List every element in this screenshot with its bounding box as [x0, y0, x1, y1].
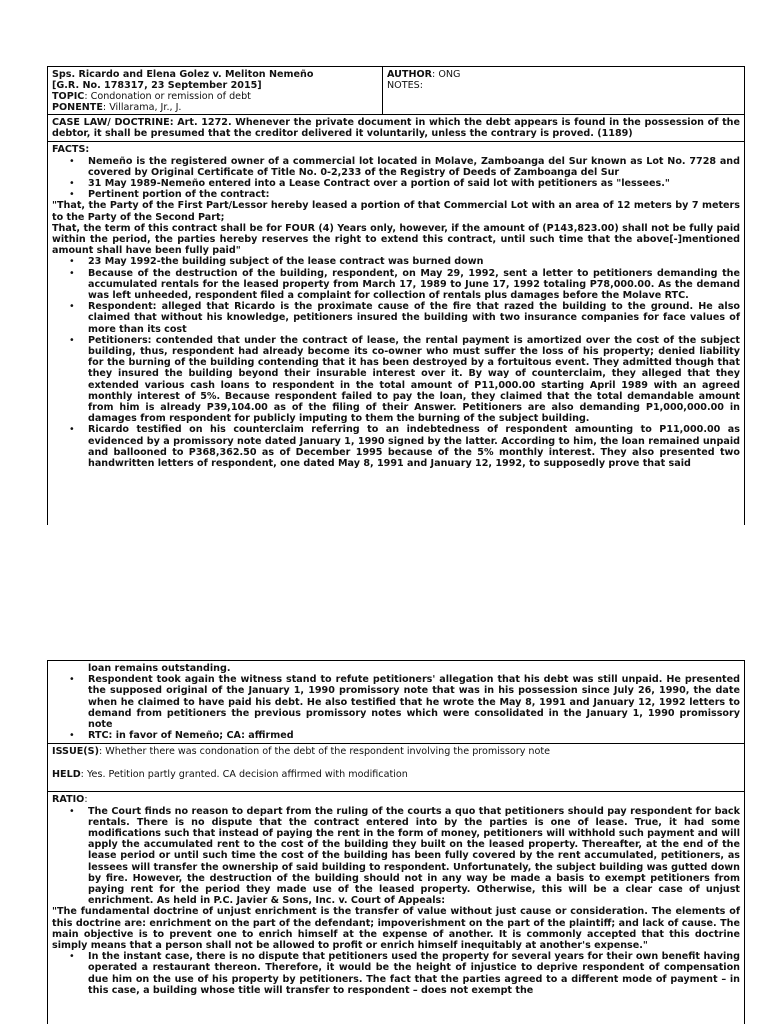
author-value: : ONG: [432, 69, 461, 80]
ratio-heading: [52, 794, 740, 805]
case-digest-table-continued: [47, 660, 745, 1024]
ponente-line: [52, 102, 378, 113]
unjust-enrichment-quote: "The fundamental doctrine of unjust enrichment is the transfer of value without just cause or consideration. The elements of this doctrine are: enrichment on the part of the defendant; impoverishment on the part of the plaintiff; and lack of cause. The main objective is to prevent one to enrich himself at the expense of another. It is commonly accepted that this doctrine simply means that a person shall not be allowed to profit or enrich himself inequitably at another's expense.": [52, 906, 740, 952]
facts-list-c: [52, 674, 740, 741]
case-digest-table: [47, 66, 745, 525]
topic-value: : Condonation or remission of debt: [84, 91, 251, 102]
header-row: [48, 67, 744, 115]
author-cell: [383, 67, 744, 114]
ponente-label: PONENTE: [52, 102, 103, 113]
held-label: HELD: [52, 768, 81, 780]
list-item: • RTC: in favor of Nemeño; CA: affirmed: [88, 730, 740, 741]
gr-number: [G.R. No. 178317, 23 September 2015]: [52, 80, 262, 91]
contract-quote-2: That, the term of this contract shall be for FOUR (4) Years only, however, if the amount of (P143,823.00) shall not be fully paid within the period, the parties hereby reserves the right to extend this contract, until such time that the above[-]mentioned amount shall have been fully paid": [52, 222, 740, 257]
author-line: [387, 69, 740, 80]
issue-text: : Whether there was condonation of the debt of the respondent involving the promissory note: [98, 746, 551, 758]
facts-label: FACTS:: [52, 144, 90, 156]
doctrine-text: : Art. 1272. Whenever the private document in which the debt appears is found in the possession of the debtor, it shall be presumed that the creditor delivered it voluntarily, unless the contrary is proved. (1189): [52, 117, 741, 140]
doctrine-label: CASE LAW/ DOCTRINE: [52, 117, 170, 128]
list-item: • 23 May 1992-the building subject of the lease contract was burned down: [88, 256, 740, 267]
ratio-list-b: [52, 951, 740, 996]
facts-list-b: [52, 256, 740, 469]
document-page-2: [0, 660, 768, 1024]
ratio-label: RATIO: [52, 794, 85, 806]
ratio-list-a: [52, 806, 740, 907]
held-text: : Yes. Petition partly granted. CA decision affirmed with modification: [80, 768, 408, 780]
facts-list-a: [52, 156, 740, 201]
case-info-cell: [48, 67, 383, 114]
issue-held-row: [48, 744, 744, 792]
list-item: • Respondent: alleged that Ricardo is the proximate cause of the fire that razed the building to the ground. He also claimed that without his knowledge, petitioners insured the building with two insurance companies for face values of more than its cost: [88, 301, 740, 335]
ponente-value: : Villarama, Jr., J.: [102, 102, 182, 113]
held-line: [52, 769, 740, 780]
list-item: • The Court finds no reason to depart from the ruling of the courts a quo that petitioners should pay respondent for back rentals. There is no dispute that the contract entered into by the parties is one of lease. True, it had some modifications such that instead of paying the rent in the form of money, petitioners will withhold such payment and will apply the accumulated rent to the cost of the building they built on the leased property. Thereafter, at the end of the lease period or until such time the cost of the building has been fully covered by the rent accumulated, petitioners, as lessees will transfer the ownership of said building to respondent. Unfortunately, the subject building was gutted down by fire. However, the destruction of the building should not in any way be made a basis to exempt petitioners from paying rent for the period they made use of the leased property. Otherwise, this will be a clear case of unjust enrichment. As held in P.C. Javier & Sons, Inc. v. Court of Appeals:: [88, 806, 740, 907]
ratio-colon: :: [84, 794, 88, 806]
facts-continued: [48, 661, 744, 744]
list-item: • Because of the destruction of the building, respondent, on May 29, 1992, sent a letter to petitioners demanding the accumulated rentals for the leased property from March 17, 1989 to June 17, 1992 totaling P78,000.00. As the demand was left unheeded, respondent filed a complaint for collection of rentals plus damages before the Molave RTC.: [88, 268, 740, 302]
facts-continuation: loan remains outstanding.: [88, 663, 231, 674]
list-item: • Pertinent portion of the contract:: [88, 189, 740, 200]
list-item: • Ricardo testified on his counterclaim referring to an indebtedness of respondent amounting to P11,000.00 as evidenced by a promissory note dated January 1, 1990 signed by the latter. According to him, the loan remained unpaid and ballooned to P368,362.50 as of December 1995 because of the 5% monthly interest. They also presented two handwritten letters of respondent, one dated May 8, 1991 and January 12, 1992, to supposedly prove that said: [88, 424, 740, 469]
list-item: • Nemeño is the registered owner of a commercial lot located in Molave, Zamboanga del Sur known as Lot No. 7728 and covered by Original Certificate of Title No. 0-2,233 of the Registry of Deeds of Zamboanga del Sur: [88, 156, 740, 178]
doctrine-row: [48, 115, 744, 142]
topic-line: [52, 91, 378, 102]
topic-label: TOPIC: [52, 91, 85, 102]
issue-label: ISSUE(S): [52, 746, 99, 758]
facts-section: [48, 142, 744, 471]
list-item: • Respondent took again the witness stand to refute petitioners' allegation that his debt was still unpaid. He presented the supposed original of the January 1, 1990 promissory note that was in his possession since July 26, 1990, the date when he claimed to have paid his debt. He also testified that he wrote the May 8, 1991 and January 12, 1992 letters to demand from petitioners the previous promissory notes which were consolidated in the January 1, 1990 promissory note: [88, 674, 740, 730]
list-item: • 31 May 1989-Nemeño entered into a Lease Contract over a portion of said lot with petitioners as "lessees.": [88, 178, 740, 189]
case-title: Sps. Ricardo and Elena Golez v. Meliton Nemeño: [52, 69, 314, 80]
ratio-section: [48, 792, 744, 998]
contract-quote: "That, the Party of the First Part/Lessor hereby leased a portion of that Commercial Lot with an area of 12 meters by 7 meters to the Party of the Second Part;: [52, 200, 740, 223]
notes-label: NOTES:: [387, 80, 423, 91]
issue-line: [52, 746, 740, 757]
author-label: AUTHOR: [387, 69, 433, 80]
list-item: • Petitioners: contended that under the contract of lease, the rental payment is amortized over the cost of the subject building, thus, respondent had already become its co-owner who must suffer the loss of his property; denied liability for the burning of the building contending that it has been destroyed by a fortuitous event. They admitted though that they insured the building beyond their insurable interest over it. By way of counterclaim, they alleged that they extended various cash loans to respondent in the total amount of P11,000.00 starting April 1989 with an agreed monthly interest of 5%. Because respondent failed to pay the loan, they claimed that the total demandable amount from him is already P39,104.00 as of the filing of their Answer. Petitioners are also demanding P1,000,000.00 in damages from respondent for publicly imputing to them the burning of the subject building.: [88, 335, 740, 425]
list-item: • In the instant case, there is no dispute that petitioners used the property for several years for their own benefit having operated a restaurant thereon. Therefore, it would be the height of injustice to deprive respondent of compensation due him on the use of his property by petitioners. The fact that the parties agreed to a different mode of payment – in this case, a building whose title will transfer to respondent – does not exempt the: [88, 951, 740, 996]
